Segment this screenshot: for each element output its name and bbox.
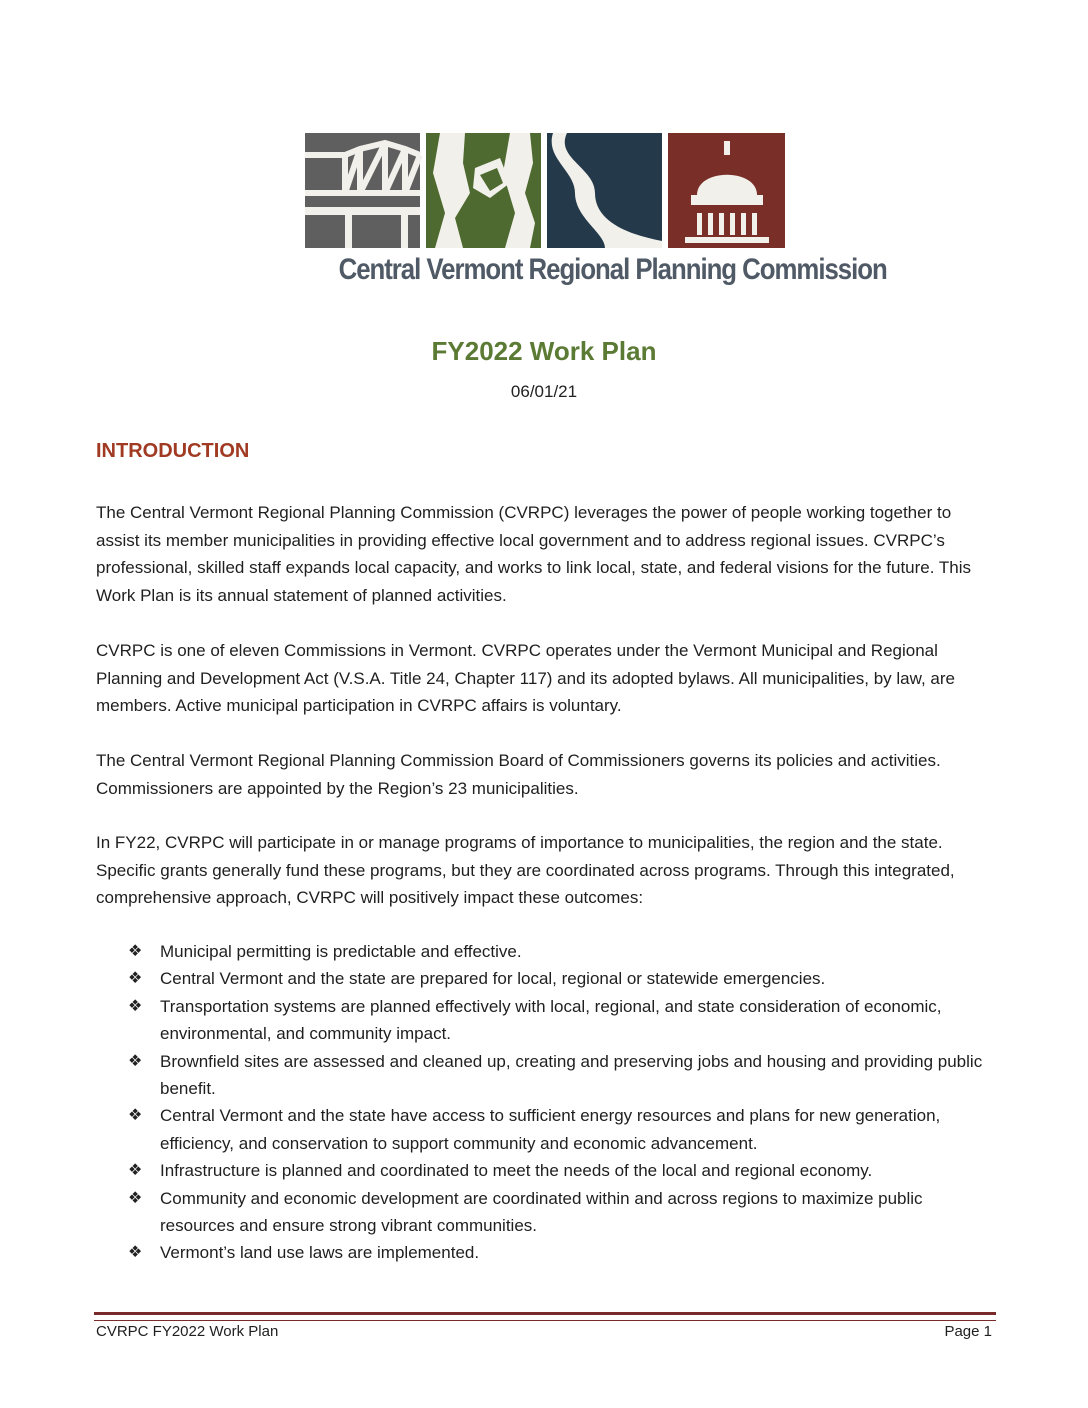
diamond-bullet-icon: ❖ xyxy=(128,1189,143,1207)
organization-name: Central Vermont Regional Planning Commission xyxy=(338,253,887,286)
intro-paragraph-4: In FY22, CVRPC will participate in or manage programs of importance to municipalities, the region and the state. Specific grants generally fund these programs, but they are coordinated across programs. Through this integrated, comprehensive approach, CVRPC will positively impact these outcomes: xyxy=(96,833,955,907)
diamond-bullet-icon: ❖ xyxy=(128,1162,143,1180)
diamond-bullet-icon: ❖ xyxy=(128,1107,143,1125)
logo-panels xyxy=(305,133,785,248)
diamond-bullet-icon: ❖ xyxy=(128,943,143,960)
outcome-text: Transportation systems are planned effectively with local, regional, and state consideration of economic, environmental, and community impact. xyxy=(160,996,942,1044)
outcome-text: Brownfield sites are assessed and cleaned up, creating and preserving jobs and housing and providing public benefit. xyxy=(160,1051,983,1099)
diamond-bullet-icon: ❖ xyxy=(128,997,143,1015)
outcome-text: Vermont’s land use laws are implemented. xyxy=(160,1243,480,1263)
footer-page-number: Page 1 xyxy=(944,1323,992,1340)
list-item xyxy=(96,938,996,965)
list-item xyxy=(96,1185,996,1240)
footer-document-name: CVRPC FY2022 Work Plan xyxy=(96,1323,279,1340)
section-heading-introduction: INTRODUCTION xyxy=(96,440,250,462)
list-item xyxy=(96,1239,996,1266)
outcome-text: Municipal permitting is predictable and effective. xyxy=(160,942,522,961)
intro-paragraph-1: The Central Vermont Regional Planning Commission (CVRPC) leverages the power of people working together to assist its member municipalities in providing effective local government and to address regional issues. CVRPC’s professional, skilled staff expands local capacity, and works to link local, state, and federal visions for the future. This Work Plan is its annual statement of planned activities. xyxy=(96,503,972,605)
intro-paragraph-2: CVRPC is one of eleven Commissions in Vermont. CVRPC operates under the Vermont Municipal and Regional Planning and Development Act (V.S.A. Title 24, Chapter 117) and its adopted bylaws. All municipalities, by law, are members. Active municipal participation in CVRPC affairs is voluntary. xyxy=(96,641,955,715)
list-item xyxy=(96,1157,996,1184)
list-item xyxy=(96,965,996,992)
diamond-bullet-icon: ❖ xyxy=(128,1052,143,1070)
document-title: FY2022 Work Plan xyxy=(431,336,657,366)
outcome-text: Central Vermont and the state are prepared for local, regional or statewide emergencies. xyxy=(160,969,826,989)
list-item xyxy=(96,993,996,1048)
diamond-bullet-icon: ❖ xyxy=(128,970,143,988)
intro-paragraph-3: The Central Vermont Regional Planning Commission Board of Commissioners governs its policies and activities. Commissioners are appointed by the Region’s 23 municipalities. xyxy=(96,751,941,798)
outcome-text: Central Vermont and the state have access to sufficient energy resources and plans for new generation, efficiency, and conservation to support community and economic advancement. xyxy=(160,1106,941,1153)
diamond-bullet-icon: ❖ xyxy=(128,1244,143,1262)
outcome-text: Community and economic development are coordinated within and across regions to maximize public resources and ensure strong vibrant communities. xyxy=(160,1188,923,1236)
list-item xyxy=(96,1048,996,1103)
list-item xyxy=(96,1102,996,1157)
footer-divider xyxy=(94,1312,996,1321)
outcomes-list xyxy=(96,938,996,1267)
outcome-text: Infrastructure is planned and coordinated to meet the needs of the local and regional economy. xyxy=(160,1161,873,1181)
document-date: 06/01/21 xyxy=(510,382,578,401)
